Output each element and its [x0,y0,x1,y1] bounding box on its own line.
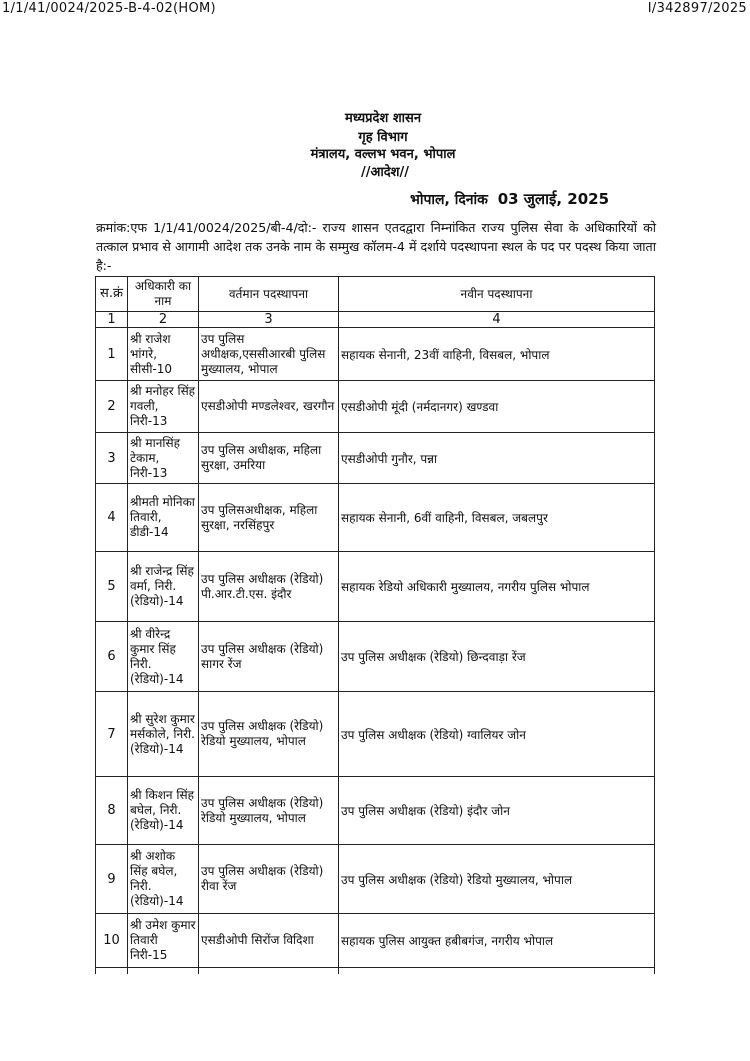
officer-name: श्री अशोक सिंह बघेल, निरी. (रेडियो)-14 [128,845,199,914]
serial-number: 8 [96,777,128,845]
officer-name: श्री राजेन्द्र सिंह वर्मा, निरी. (रेडियो)-14 [128,552,199,622]
current-posting: उप पुलिस अधीक्षक, महिला सुरक्षा, उमरिया [199,433,339,484]
posting-table [95,276,655,968]
current-posting: उप पुलिस अधीक्षक (रेडियो) रेडियो मुख्यालय, भोपाल [199,692,339,777]
column-number: 4 [339,312,655,328]
new-posting: एसडीओपी गुनौर, पन्ना [339,433,655,484]
file-reference: 1/1/41/0024/2025-B-4-02(HOM) [2,1,216,16]
current-posting: उप पुलिस अधीक्षक (रेडियो) पी.आर.टी.एस. इंदौर [199,552,339,622]
table-row [96,433,655,484]
serial-number: 3 [96,433,128,484]
document-number: I/342897/2025 [647,1,747,16]
table-row [96,777,655,845]
new-posting: सहायक सेनानी, 23वीं वाहिनी, विसबल, भोपाल [339,328,655,381]
current-posting: उप पुलिस अधीक्षक (रेडियो) रीवा रेंज [199,845,339,914]
table-row [96,914,655,968]
table-row [96,552,655,622]
serial-number: 2 [96,381,128,433]
order-date: 03 जुलाई, 2025 [497,190,610,208]
header-current-posting: वर्तमान पदस्थापना [199,277,339,312]
officer-name: श्री किशन सिंह बघेल, निरी. (रेडियो)-14 [128,777,199,845]
order-title: //आदेश// [360,165,410,180]
serial-number: 9 [96,845,128,914]
column-number: 1 [96,312,128,328]
table-row [96,328,655,381]
header-officer-name: अधिकारी का नाम [128,277,199,312]
order-body-text: क्रमांक:एफ 1/1/41/0024/2025/बी-4/दो:- राज्य शासन एतदद्वारा निम्नांकित राज्य पुलिस सेवा के अधिकारियों को तत्काल प्रभाव से आगामी आदेश तक उनके नाम के सम्मुख कॉलम-4 में दर्शाये पदस्थापना स्थल के पद पर पदस्थ किया जाता है:- [96,220,656,273]
current-posting: एसडीओपी मण्डलेश्वर, खरगौन [199,381,339,433]
officer-name: श्री वीरेन्द्र कुमार सिंह निरी. (रेडियो)-14 [128,622,199,692]
current-posting: उप पुलिस अधीक्षक (रेडियो) रेडियो मुख्यालय, भोपाल [199,777,339,845]
serial-number: 10 [96,914,128,968]
date-prefix: भोपाल, दिनांक [410,192,488,208]
new-posting: उप पुलिस अधीक्षक (रेडियो) छिन्दवाड़ा रेंज [339,622,655,692]
officer-name: श्री उमेश कुमार तिवारी निरी-15 [128,914,199,968]
new-posting: एसडीओपी मूंदी (नर्मदानगर) खण्डवा [339,381,655,433]
current-posting: उप पुलिस अधीक्षक (रेडियो) सागर रेंज [199,622,339,692]
table-row [96,381,655,433]
current-posting: उप पुलिस अधीक्षक,एससीआरबी पुलिस मुख्यालय, भोपाल [199,328,339,381]
officer-name: श्री मनोहर सिंह गवली, निरी-13 [128,381,199,433]
officer-name: श्री राजेश भांगरे, सीसी-10 [128,328,199,381]
column-number: 2 [128,312,199,328]
officer-name: श्रीमती मोनिका तिवारी, डीडी-14 [128,484,199,552]
column-number: 3 [199,312,339,328]
serial-number: 7 [96,692,128,777]
table-row [96,484,655,552]
column-number-row [96,312,655,328]
table-row [96,622,655,692]
table-header-row [96,277,655,312]
current-posting: एसडीओपी सिरोंज विदिशा [199,914,339,968]
serial-number: 6 [96,622,128,692]
serial-number: 4 [96,484,128,552]
officer-name: श्री सुरेश कुमार मर्सकोले, निरी. (रेडियो)-14 [128,692,199,777]
serial-number: 5 [96,552,128,622]
order-date-line [410,189,609,209]
government-title: मध्यप्रदेश शासन [344,111,422,126]
table-row [96,845,655,914]
officer-name: श्री मानसिंह टेकाम, निरी-13 [128,433,199,484]
new-posting: सहायक रेडियो अधिकारी मुख्यालय, नगरीय पुलिस भोपाल [339,552,655,622]
new-posting: सहायक पुलिस आयुक्त हबीबगंज, नगरीय भोपाल [339,914,655,968]
current-posting: उप पुलिसअधीक्षक, महिला सुरक्षा, नरसिंहपुर [199,484,339,552]
department-title: गृह विभाग [358,130,408,145]
new-posting: उप पुलिस अधीक्षक (रेडियो) रेडियो मुख्यालय, भोपाल [339,845,655,914]
new-posting: उप पुलिस अधीक्षक (रेडियो) ग्वालियर जोन [339,692,655,777]
office-address: मंत्रालय, वल्लभ भवन, भोपाल [310,147,456,162]
table-continuation-lines [95,968,655,978]
table-row [96,692,655,777]
new-posting: उप पुलिस अधीक्षक (रेडियो) इंदौर जोन [339,777,655,845]
new-posting: सहायक सेनानी, 6वीं वाहिनी, विसबल, जबलपुर [339,484,655,552]
serial-number: 1 [96,328,128,381]
header-new-posting: नवीन पदस्थापना [339,277,655,312]
header-serial: स.क्रं [96,277,128,312]
